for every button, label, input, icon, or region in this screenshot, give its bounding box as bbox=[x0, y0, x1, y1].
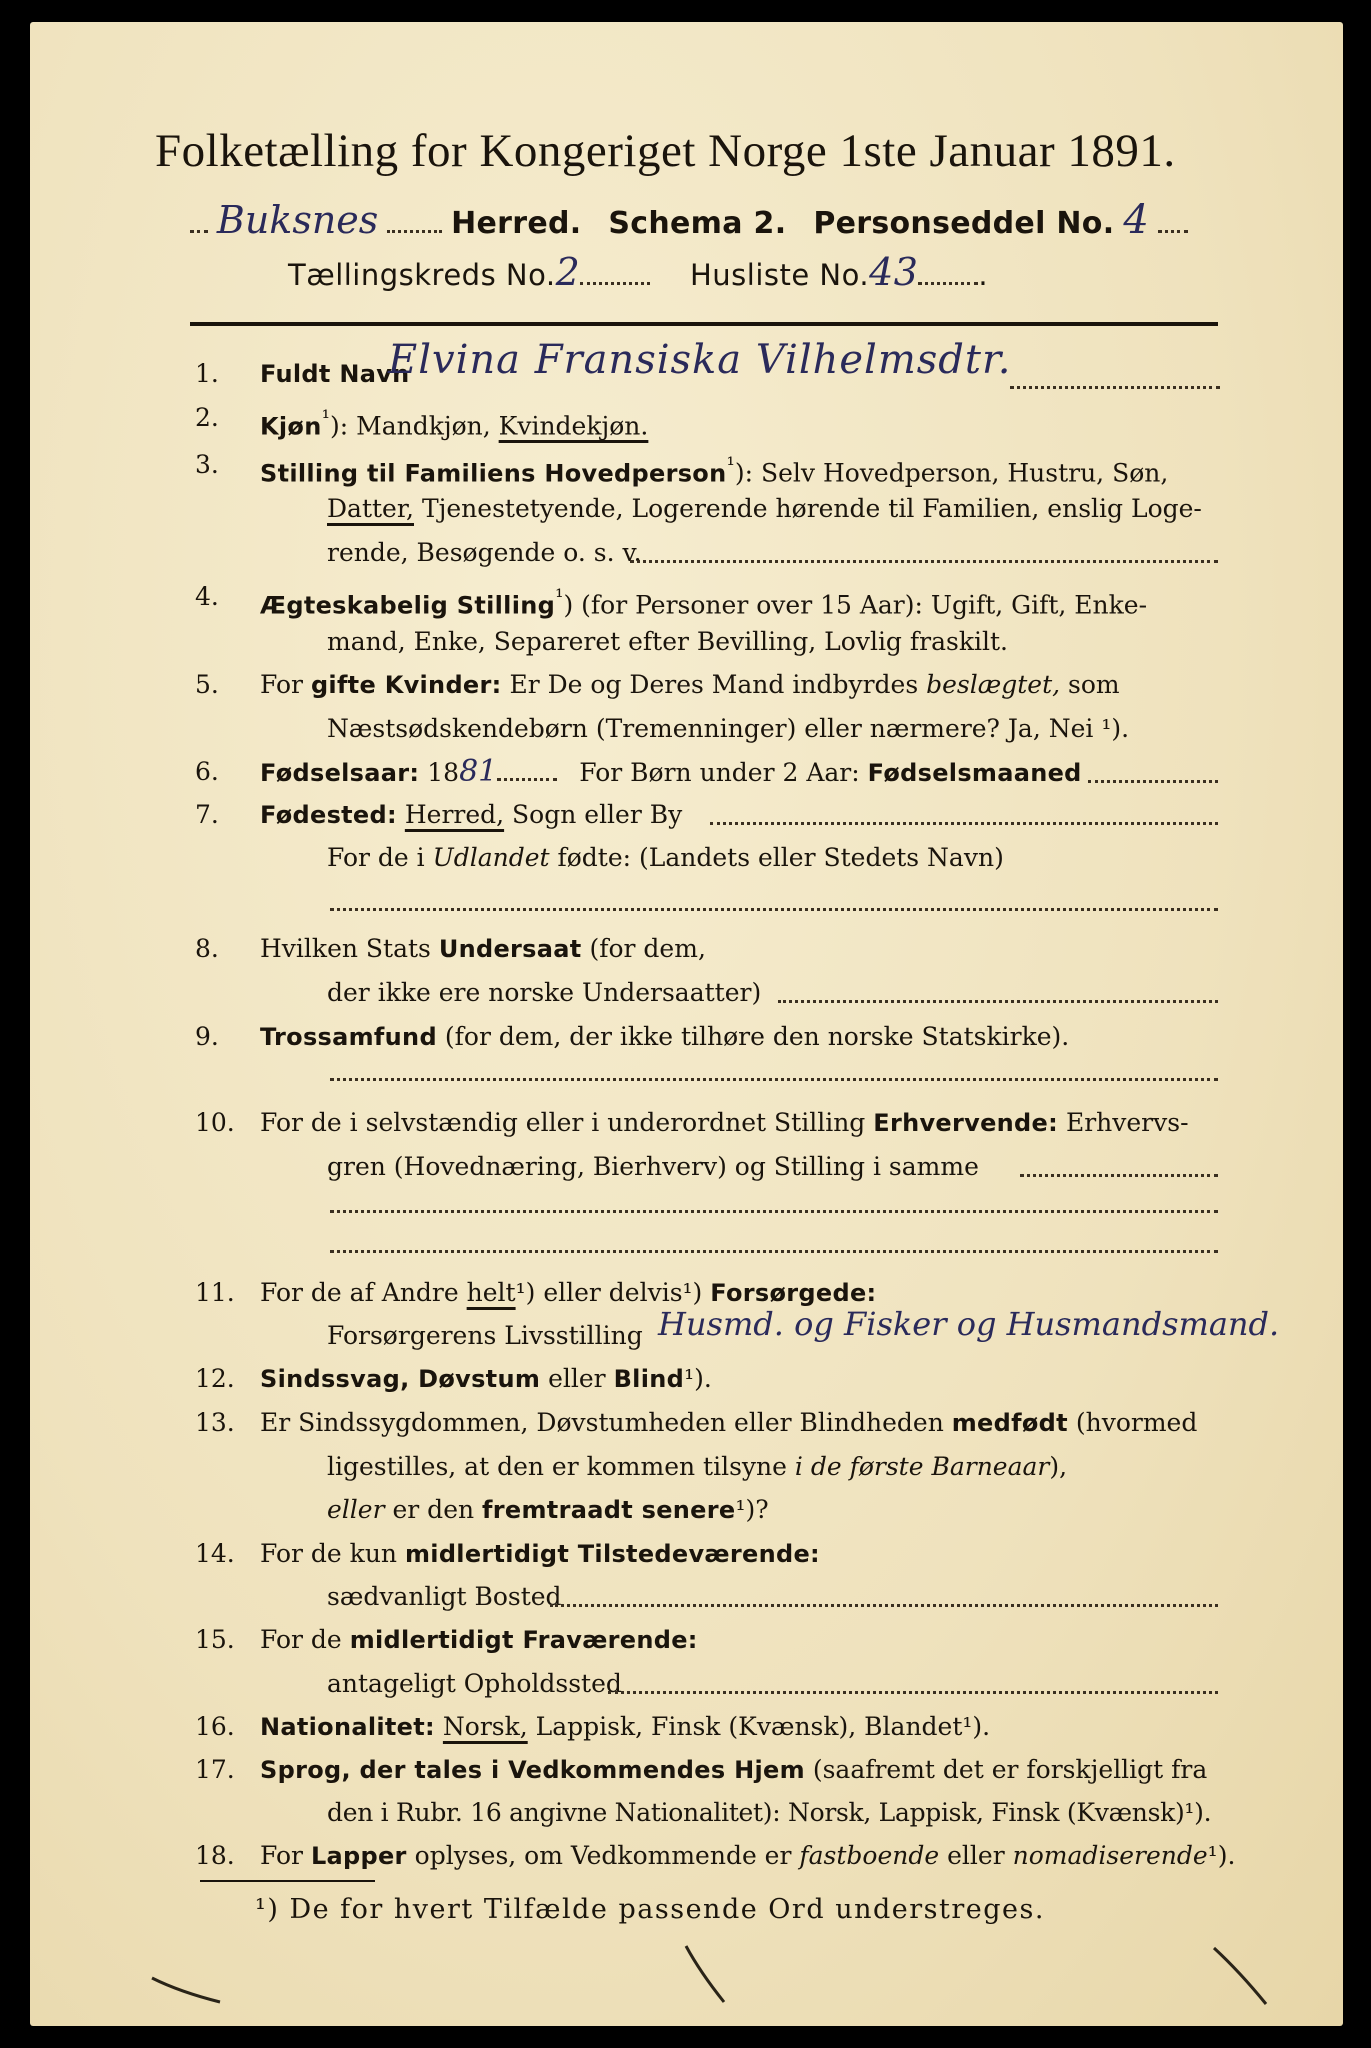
husliste-label: Husliste No. bbox=[689, 258, 870, 292]
question-label: Forsørgede: bbox=[710, 1279, 877, 1307]
birth-year-value: 81 bbox=[459, 754, 498, 789]
question-label: Trossamfund bbox=[260, 1023, 437, 1051]
question-number: 2. bbox=[195, 403, 219, 432]
question-label: Undersaat bbox=[438, 935, 582, 963]
question-number: 8. bbox=[195, 934, 219, 963]
question-label: Sprog, der tales i Vedkommendes Hjem bbox=[260, 1756, 805, 1784]
taellingskreds-label: Tællingskreds No. bbox=[288, 258, 556, 292]
question-label: Stilling til Familiens Hovedperson bbox=[260, 459, 727, 488]
question-label: Ægteskabelig Stilling bbox=[260, 591, 556, 620]
question-number: 1. bbox=[195, 359, 219, 388]
pencil-mark-right bbox=[1210, 1942, 1280, 2012]
pencil-mark-left bbox=[150, 1972, 230, 2012]
pencil-mark-center bbox=[680, 1942, 740, 2012]
selected-option-norsk: Norsk, bbox=[442, 1712, 528, 1741]
schema-label: Schema 2. bbox=[608, 206, 787, 241]
provider-occupation-value: Husmd. og Fisker og Husmandsmand. bbox=[658, 1305, 1280, 1343]
selected-option-helt: helt bbox=[466, 1278, 516, 1307]
question-label: Lapper bbox=[310, 1842, 407, 1870]
question-number: 10. bbox=[195, 1108, 235, 1137]
form-title: Folketælling for Kongeriget Norge 1ste Januar 1891. bbox=[155, 125, 1176, 177]
question-number: 15. bbox=[195, 1625, 235, 1654]
question-label: Fuldt Navn bbox=[260, 360, 410, 388]
question-label: midlertidigt Fraværende: bbox=[349, 1626, 698, 1654]
selected-option-herred: Herred, bbox=[404, 800, 505, 829]
selected-option-kvindekjon: Kvindekjøn. bbox=[498, 411, 649, 441]
question-number: 17. bbox=[195, 1755, 235, 1784]
question-label: Fødselsaar: bbox=[260, 759, 420, 787]
header-line-2: Tællingskreds No.2 Husliste No.43 . bbox=[288, 250, 989, 294]
question-number: 11. bbox=[195, 1278, 235, 1307]
question-label: Nationalitet: bbox=[260, 1713, 435, 1741]
question-label: midlertidigt Tilstedeværende: bbox=[404, 1540, 820, 1568]
question-number: 7. bbox=[195, 800, 219, 829]
question-label: medfødt bbox=[951, 1409, 1068, 1437]
question-label: Sindssvag, Døvstum bbox=[260, 1365, 541, 1393]
personseddel-label: Personseddel No. bbox=[813, 206, 1115, 241]
herred-value: Buksnes bbox=[216, 198, 379, 242]
question-number: 12. bbox=[195, 1364, 235, 1393]
question-label: Erhvervende: bbox=[873, 1109, 1059, 1137]
question-number: 16. bbox=[195, 1712, 235, 1741]
header-line-1 bbox=[190, 197, 1188, 243]
question-number: 3. bbox=[195, 450, 219, 479]
question-number: 14. bbox=[195, 1539, 235, 1568]
birth-month-label: Fødselsmaaned bbox=[867, 759, 1082, 787]
question-number: 9. bbox=[195, 1022, 219, 1051]
question-number: 6. bbox=[195, 757, 219, 786]
question-number: 13. bbox=[195, 1408, 235, 1437]
question-number: 4. bbox=[195, 582, 219, 611]
census-form: Folketælling for Kongeriget Norge 1ste Januar 1891. Buksnes Herred. Schema 2. Personseddel No. 4 Tællingskreds No.2 Husliste No.43 . 1. Fuldt Navn Elvina Fransiska Vilhelmsdtr. 2. Kjøn$^{^1}$): Mandkjøn, Kvindekjøn. 3. Stilling til Familiens Hovedperson$^{^1}$): Selv Hovedperson, Hustru, Søn, Datter, Tjenestetyende, Logerende hørende til Familien, enslig Loge- rende, Besøgende o. s. v. 4. Ægteskabelig Stilling$^{^1}$) (for Personer over 15 Aar): Ugift, Gift, Enke- mand, Enke, Separeret efter Bevilling, Lovlig fraskilt. 5. For gifte Kvinder: Er De og Deres Mand indbyrdes beslægtet, som Næstsødskendebørn (Tremenninger) eller nærmere? Ja, Nei ¹). 6. Fødselsaar: 1881 For Børn under 2 Aar: Fødselsmaaned 7. Fødested: Herred, Sogn eller By For de i Udlandet fødte: (Landets eller Stedets Navn) 8. Hvilken Stats Undersaat (for dem, der ikke ere norske Undersaatter) 9. Trossamfund (for dem, der ikke tilhøre den norske Statskirke). 10. For de i selvstændig eller i underordnet Stilling Erhvervende: Erhvervs- gren (Hovednæring, Bierhverv) og Stilling i samme 11. For de af Andre helt¹) eller delvis¹) Forsørgede: Forsørgerens Livsstilling Husmd. og Fisker og Husmandsmand. 12. Sindssvag, Døvstum eller Blind¹). 13. Er Sindssygdommen, Døvstumheden eller Blindheden medfødt (hvormed ligestilles, at den er kommen tilsyne i de første Barneaar), eller er den fremtraadt senere¹)? 14. For de kun midlertidigt Tilstedeværende: sædvanligt Bosted 15. For de midlertidigt Fraværende: antageligt Opholdssted 16. Nationalitet: Norsk, Lappisk, Finsk (Kvænsk), Blandet¹). 17. Sprog, der tales i Vedkommendes Hjem (saafremt det er forskjelligt fra den i Rubr. 16 angivne Nationalitet): Norsk, Lappisk, Finsk (Kvænsk)¹). 18. For Lapper oplyses, om Vedkommende er fastboende eller nomadiserende¹). ¹) De for hvert Tilfælde passende Ord understreges. bbox=[30, 22, 1343, 2026]
taellingskreds-value: 2 bbox=[555, 250, 581, 294]
question-label: gifte Kvinder: bbox=[310, 671, 502, 699]
question-label: Kjøn bbox=[260, 412, 322, 441]
footnote-divider bbox=[200, 1880, 375, 1882]
herred-label: Herred. bbox=[451, 206, 582, 241]
selected-option-datter: Datter, bbox=[327, 494, 414, 523]
footnote: ¹) De for hvert Tilfælde passende Ord understreges. bbox=[255, 1894, 1045, 1925]
header-divider bbox=[190, 322, 1218, 326]
question-label: Fødested: bbox=[260, 801, 397, 829]
full-name-value: Elvina Fransiska Vilhelmsdtr. bbox=[388, 337, 1012, 383]
question-number: 18. bbox=[195, 1841, 235, 1870]
personseddel-value: 4 bbox=[1123, 197, 1149, 243]
husliste-value: 43 bbox=[869, 250, 919, 294]
question-number: 5. bbox=[195, 670, 219, 699]
